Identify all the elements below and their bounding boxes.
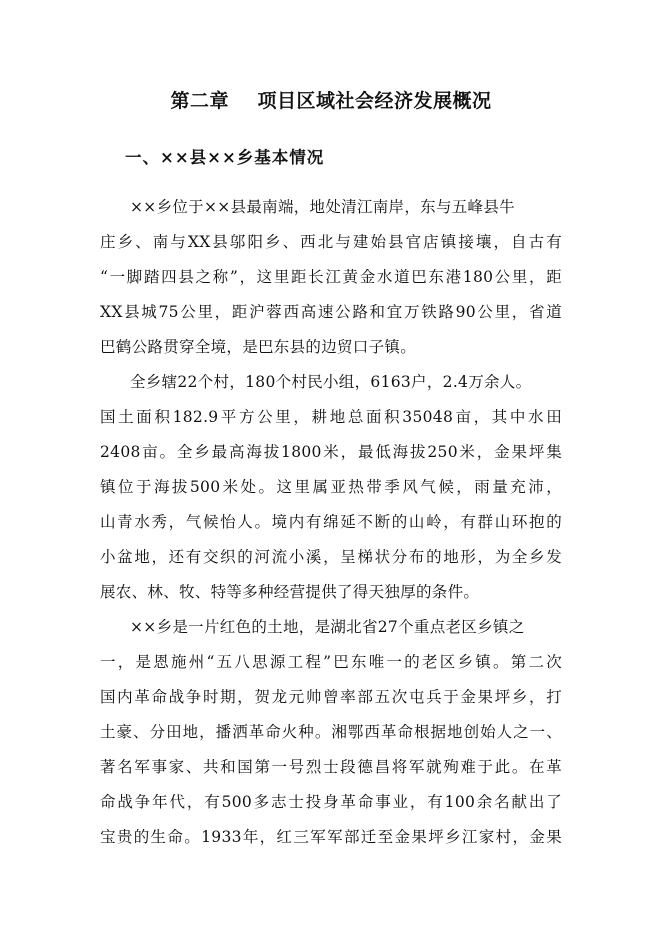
paragraph-1-line-4: XX县城75公里，距沪蓉西高速公路和宜万铁路90公里，省道 <box>100 303 562 321</box>
paragraph-3-line-7: 宝贵的生命。1933年，红三军军部迁至金果坪乡江家村，金果 <box>100 828 562 846</box>
paragraph-3-line-1: ××乡是一片红色的土地，是湖北省27个重点老区乡镇之 <box>130 618 525 636</box>
paragraph-2-line-5: 山青水秀，气候怡人。境内有绵延不断的山岭，有群山环抱的 <box>100 513 562 531</box>
paragraph-2-line-2: 国土面积182.9平方公里，耕地总面积35048亩，其中水田 <box>100 408 562 426</box>
paragraph-2-line-4: 镇位于海拔500米处。这里属亚热带季风气候，雨量充沛， <box>100 478 562 496</box>
paragraph-3-line-5: 著名军事家、共和国第一号烈士段德昌将军就殉难于此。在革 <box>100 758 562 776</box>
section-title: 一、××县××乡基本情况 <box>125 148 325 167</box>
paragraph-3-line-3: 国内革命战争时期，贺龙元帅曾率部五次屯兵于金果坪乡，打 <box>100 688 562 706</box>
paragraph-1-line-3: “一脚踏四县之称”，这里距长江黄金水道巴东港180公里，距 <box>100 268 562 286</box>
paragraph-2-line-7: 展农、林、牧、特等多种经营提供了得天独厚的条件。 <box>100 583 480 601</box>
paragraph-2-line-1: 全乡辖22个村，180个村民小组，6163户，2.4万余人。 <box>130 373 532 391</box>
paragraph-3-line-4: 土豪、分田地，播洒革命火种。湘鄂西革命根据地创始人之一、 <box>100 723 562 741</box>
paragraph-1-line-5: 巴鹤公路贯穿全境，是巴东县的边贸口子镇。 <box>100 338 417 356</box>
paragraph-1-line-1: ××乡位于××县最南端，地处清江南岸，东与五峰县牛 <box>130 198 515 216</box>
chapter-title: 第二章 项目区域社会经济发展概况 <box>170 90 492 112</box>
paragraph-3-line-2: 一，是恩施州“五八思源工程”巴东唯一的老区乡镇。第二次 <box>100 653 562 671</box>
paragraph-3-line-6: 命战争年代，有500多志士投身革命事业，有100余名献出了 <box>100 793 562 811</box>
paragraph-2-line-3: 2408亩。全乡最高海拔1800米，最低海拔250米，金果坪集 <box>100 443 562 461</box>
paragraph-1-line-2: 庄乡、南与XX县邬阳乡、西北与建始县官店镇接壤，自古有 <box>100 233 562 251</box>
paragraph-2-line-6: 小盆地，还有交织的河流小溪，呈梯状分布的地形，为全乡发 <box>100 548 562 566</box>
